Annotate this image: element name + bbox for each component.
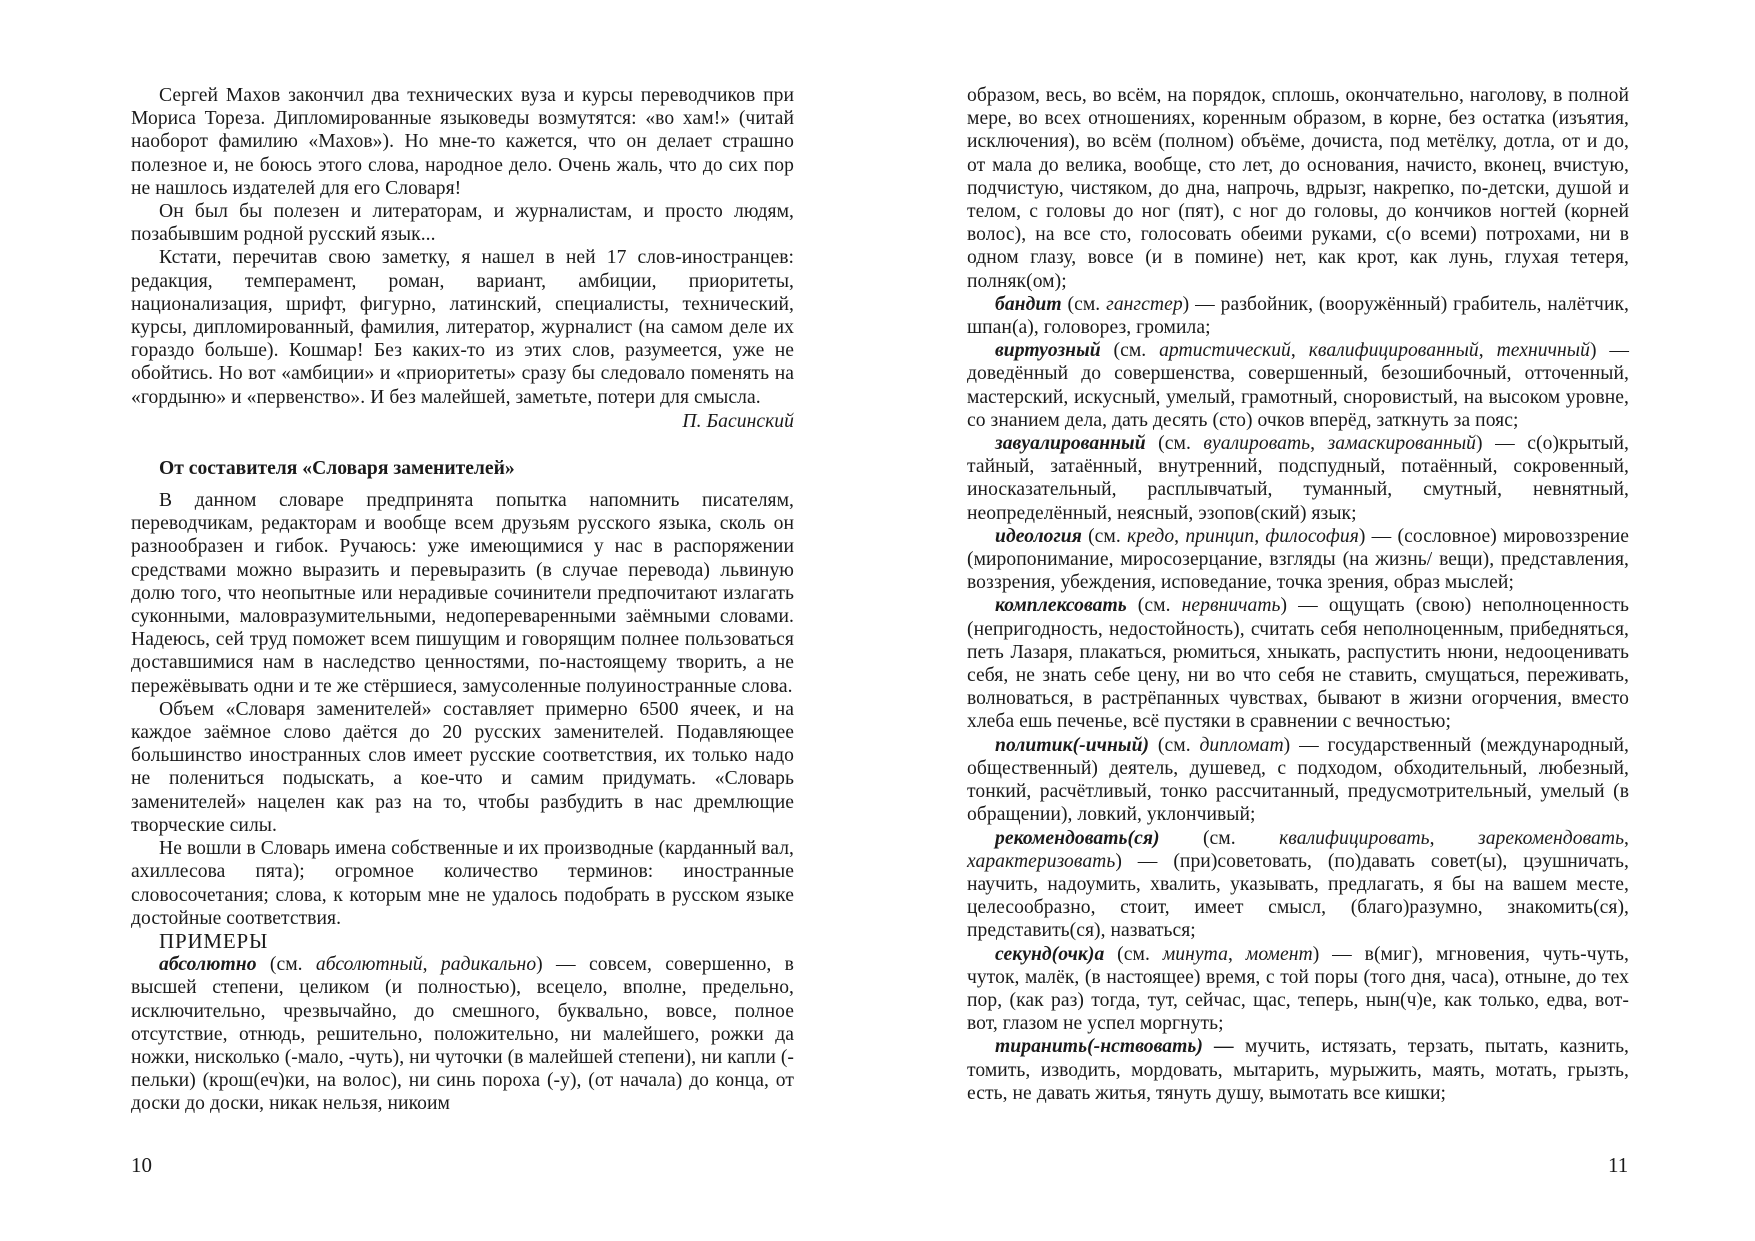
entry-headword: секунд(очк)а: [995, 943, 1105, 965]
intro-paragraph: Сергей Махов закончил два технических вуза и курсы переводчиков при Мориса Тореза. Дипломированные языковеды возмутятся: «во хам!» (читай наоборот фамилию «Махов»). Но мне-то кажется, что он делает страшно полезное и, не боюсь этого слова, народное дело. Очень жаль, что до сих пор не нашлось издателей для его Словаря!: [131, 85, 794, 199]
entry-reference: характеризовать: [967, 850, 1116, 872]
entry-headword: рекомендовать(ся): [995, 827, 1160, 849]
dictionary-entry: секунд(очк)а (см. минута, момент) — в(миг), мгновения, чуть-чуть, чуток, малёк, (в настоящее) время, с той поры (того дня, часа), отныне, до тех пор, (как раз) тогда, тут, сейчас, щас, теперь, нын(ч)е, как только, едва, вот-вот, глазом не успел моргнуть;: [967, 943, 1629, 1035]
author-signature: П. Басинский: [682, 410, 794, 432]
dictionary-entry: идеология (см. кредо, принцип, философия) — (сословное) мировоззрение (миропонимание, миросозерцание, взгляды (на жизнь/ вещи), представления, воззрения, убеждения, исповедание, точка зрения, образ мыслей;: [967, 525, 1629, 594]
entry-reference: минута: [1162, 943, 1228, 965]
entry-headword: виртуозный: [995, 340, 1101, 362]
dictionary-entry: виртуозный (см. артистический, квалифицированный, техничный) — доведённый до совершенства, совершенный, безошибочный, отточенный, мастерский, искусный, умелый, грамотный, сноровистый, на высоком уровне, со знанием дела, дать десять (сто) очков вперёд, заткнуть за пояс;: [967, 340, 1630, 431]
entry-reference: замаскированный: [1327, 433, 1477, 455]
entry-reference: радикально: [440, 954, 537, 976]
entry-reference: момент: [1245, 943, 1313, 965]
dictionary-entry: завуалированный (см. вуалировать, замаскированный) — с(о)крытый, тайный, затаённый, внутренний, подспудный, потаённый, сокровенный, иносказательный, расплывчатый, туманный, смутный, невнятный, неопределённый, неясный, эзопов(ский) язык;: [967, 433, 1629, 524]
entry-definition: мучить, истязать, терзать, пытать, казнить, томить, изводить, мордовать, мытарить, мурыжить, маять, мотать, грызть, есть, не давать житья, тянуть душу, вымотать все кишки;: [967, 1036, 1630, 1104]
entry-headword: тиранить(-нствовать) —: [995, 1036, 1234, 1058]
entry-definition: ) — (при)советовать, (по)давать совет(ы), цэушничать, научить, надоумить, хвалить, указывать, предлагать, я бы на вашем месте, целесообразно, стоит, имеет смысл, (благо)разумно, знакомить(ся), представить(ся), назваться;: [967, 850, 1629, 942]
entry-reference: зарекомендовать: [1478, 827, 1625, 849]
entry-reference: квалифицированный: [1308, 340, 1479, 362]
entry-definition: ) — государственный (международный, общественный) деятель, душевед, с подходом, обходительный, любезный, тонкий, расчётливый, тонко рассчитанный, предусмотрительный, умелый (в обращении), ловкий, уклончивый;: [967, 734, 1629, 826]
entry-reference: техничный: [1496, 340, 1590, 362]
page-number-right: 11: [1608, 1153, 1629, 1177]
entry-headword: комплексовать: [995, 595, 1127, 617]
entry-headword: абсолютно: [159, 954, 257, 976]
entry-definition: ) — совсем, совершенно, в высшей степени, целиком (и полностью), всецело, вполне, предельно, исключительно, чрезвычайно, до смешного, буквально, вовсе, полное отсутствие, отнюдь, решительно, положительно, ни малейшего, рожки да ножки, нисколько (-мало, -чуть), ни чуточки (в малейшей степени), ни капли (-пельки) (крош(еч)ки, на волос), ни синь пороха (-у), (от начала) до конца, от доски до доски, никак нельзя, никоим: [131, 954, 794, 1115]
entry-reference: принцип: [1185, 525, 1255, 547]
entry-definition: ) — доведённый до совершенства, совершенный, безошибочный, отточенный, мастерский, искусный, умелый, грамотный, сноровистый, на высоком уровне, со знанием дела, дать десять (сто) очков вперёд, заткнуть за пояс;: [967, 340, 1630, 431]
entry-reference: кредо: [1127, 525, 1175, 547]
entry-headword: политик(-ичный): [995, 734, 1150, 756]
entry-reference: дипломат: [1199, 734, 1284, 756]
page-number-left: 10: [131, 1153, 152, 1177]
intro-paragraph: Кстати, перечитав свою заметку, я нашел в ней 17 слов-иностранцев: редакция, темперамент, роман, вариант, амбиции, приоритеты, национализация, шрифт, фигурно, латинский, специалисты, технический, курсы, дипломированный, фамилия, литератор, журналист (на самом деле их гораздо больше). Кошмар! Без каких-то из этих слов, разумеется, уже не обойтись. Но вот «амбиции» и «приоритеты» сразу бы следовало поменять на «гордыню» и «первенство». И без малейшей, заметьте, потери для смысла.: [131, 247, 794, 408]
entry-reference: нервничать: [1181, 595, 1281, 617]
entry-definition: ) — в(миг), мгновения, чуть-чуть, чуток, малёк, (в настоящее) время, с той поры (того дня, часа), отныне, до тех пор, (как раз) тогда, тут, сейчас, щас, теперь, нын(ч)е, как только, едва, вот-вот, глазом не успел моргнуть;: [967, 943, 1629, 1035]
dictionary-entry: [967, 1035, 1629, 1105]
entry-definition: ) — разбойник, (вооружённый) грабитель, налётчик, шпан(а), головорез, громила;: [967, 293, 1629, 339]
dictionary-entry: бандит (см. гангстер) — разбойник, (вооружённый) грабитель, налётчик, шпан(а), головорез, громила;: [967, 293, 1629, 339]
section-paragraph: Не вошли в Словарь имена собственные и их производные (карданный вал, ахиллесова пята); огромное количество терминов: иностранные словосочетания; слова, к которым мне не удалось подобрать в русском языке достойные соответствия.: [131, 838, 794, 929]
entry-definition: ) — (сословное) мировоззрение (миропонимание, миросозерцание, взгляды (на жизнь/ вещи), представления, воззрения, убеждения, исповедание, точка зрения, образ мыслей;: [967, 525, 1629, 594]
section-paragraph: Объем «Словаря заменителей» составляет примерно 6500 ячеек, и на каждое заёмное слово даётся до 20 русских заменителей. Подавляющее большинство иностранных слов имеет русские соответствия, их только надо не полениться подыскать, а кое-что и самим придумать. «Словарь заменителей» нацелен как раз на то, чтобы разбудить в нас дремлющие творческие силы.: [131, 698, 794, 836]
entry-reference: абсолютный: [315, 954, 423, 976]
dictionary-entry: рекомендовать(ся) (см. квалифицировать, зарекомендовать, характеризовать) — (при)советовать, (по)давать совет(ы), цэушничать, научить, надоумить, хвалить, указывать, предлагать, я бы на вашем месте, целесообразно, стоит, имеет смысл, (благо)разумно, знакомить(ся), представить(ся), назваться;: [967, 827, 1629, 942]
entry-reference: философия: [1265, 525, 1359, 547]
entry-reference: артистический: [1159, 340, 1291, 362]
section-heading: От составителя «Словаря заменителей»: [159, 458, 515, 480]
left-page: [131, 84, 794, 1116]
entry-reference: квалифицировать: [1279, 827, 1430, 849]
entry-definition: ) — с(о)крытый, тайный, затаённый, внутренний, подспудный, потаённый, сокровенный, иносказательный, расплывчатый, туманный, смутный, невнятный, неопределённый, неясный, эзопов(ский) язык;: [967, 433, 1629, 524]
right-page: [967, 84, 1629, 1105]
dictionary-entry: политик(-ичный) (см. дипломат) — государственный (международный, общественный) деятель, душевед, с подходом, обходительный, любезный, тонкий, расчётливый, тонко рассчитанный, предусмотрительный, умелый (в обращении), ловкий, уклончивый;: [967, 734, 1629, 826]
entry-headword: завуалированный: [995, 433, 1146, 455]
examples-heading: ПРИМЕРЫ: [159, 928, 269, 953]
intro-paragraph: Он был бы полезен и литераторам, и журналистам, и просто людям, позабывшим родной русский язык...: [131, 201, 794, 246]
dictionary-entry: комплексовать (см. нервничать) — ощущать (свою) неполноценность (непригодность, недостойность), считать себя неполноценным, прибедняться, петь Лазаря, плакаться, рюмиться, хныкать, распустить нюни, недооценивать себя, не знать себе цену, ни во что себя не ставить, смущаться, переживать, волноваться, в растрёпанных чувствах, бывают в жизни огорчения, вместо хлеба ешь печенье, всё пустяки в сравнении с вечностью;: [967, 595, 1629, 733]
entry-reference: гангстер: [1106, 293, 1183, 315]
section-paragraph: В данном словаре предпринята попытка напомнить писателям, переводчикам, редакторам и вообще всем друзьям русского языка, сколь он разнообразен и гибок. Ручаюсь: уже имеющимися у нас в распоряжении средствами можно выразить и перевыразить (в случае перевода) львиную долю того, что неопытные или нерадивые сочинители предпочитают излагать суконными, маловразумительными, недопереваренными заёмными словами. Надеюсь, сей труд поможет всем пишущим и говорящим полнее пользоваться доставшимися нам в наследство ценностями, по-настоящему творить, а не пережёвывать одни и те же стёршиеся, замусоленные полуиностранные слова.: [131, 490, 794, 697]
entry-headword: идеология: [995, 525, 1082, 547]
entry-reference: вуалировать: [1203, 433, 1311, 455]
dictionary-entry: абсолютно (см. абсолютный, радикально) — совсем, совершенно, в высшей степени, целиком (и полностью), всецело, вполне, предельно, исключительно, чрезвычайно, до смешного, буквально, вовсе, полное отсутствие, отнюдь, решительно, положительно, ни малейшего, рожки да ножки, нисколько (-мало, -чуть), ни чуточки (в малейшей степени), ни капли (-пельки) (крош(еч)ки, на волос), ни синь пороха (-у), (от начала) до конца, от доски до доски, никак нельзя, никоим: [131, 954, 794, 1115]
entry-definition: ) — ощущать (свою) неполноценность (непригодность, недостойность), считать себя неполноценным, прибедняться, петь Лазаря, плакаться, рюмиться, хныкать, распустить нюни, недооценивать себя, не знать себе цену, ни во что себя не ставить, смущаться, переживать, волноваться, в растрёпанных чувствах, бывают в жизни огорчения, вместо хлеба ешь печенье, всё пустяки в сравнении с вечностью;: [967, 595, 1629, 733]
entry-continuation: образом, весь, во всём, на порядок, сплошь, окончательно, наголову, в полной мере, во всех отношениях, коренным образом, в корне, без остатка (изъятия, исключения), во всём (полном) объёме, дочиста, под метёлку, дотла, от и до, от мала до велика, вообще, сто лет, до основания, начисто, вконец, вчистую, подчистую, чистяком, до дна, напрочь, вдрызг, накрепко, по-детски, душой и телом, с головы до ног (пят), с ног до головы, до кончиков ногтей (корней волос), на все сто, голосовать обеими руками, с(о всеми) потрохами, ни в одном глазу, вовсе (и в помине) нет, как крот, как лунь, глухая тетеря, полняк(ом);: [967, 85, 1629, 292]
entry-headword: бандит: [995, 293, 1062, 315]
